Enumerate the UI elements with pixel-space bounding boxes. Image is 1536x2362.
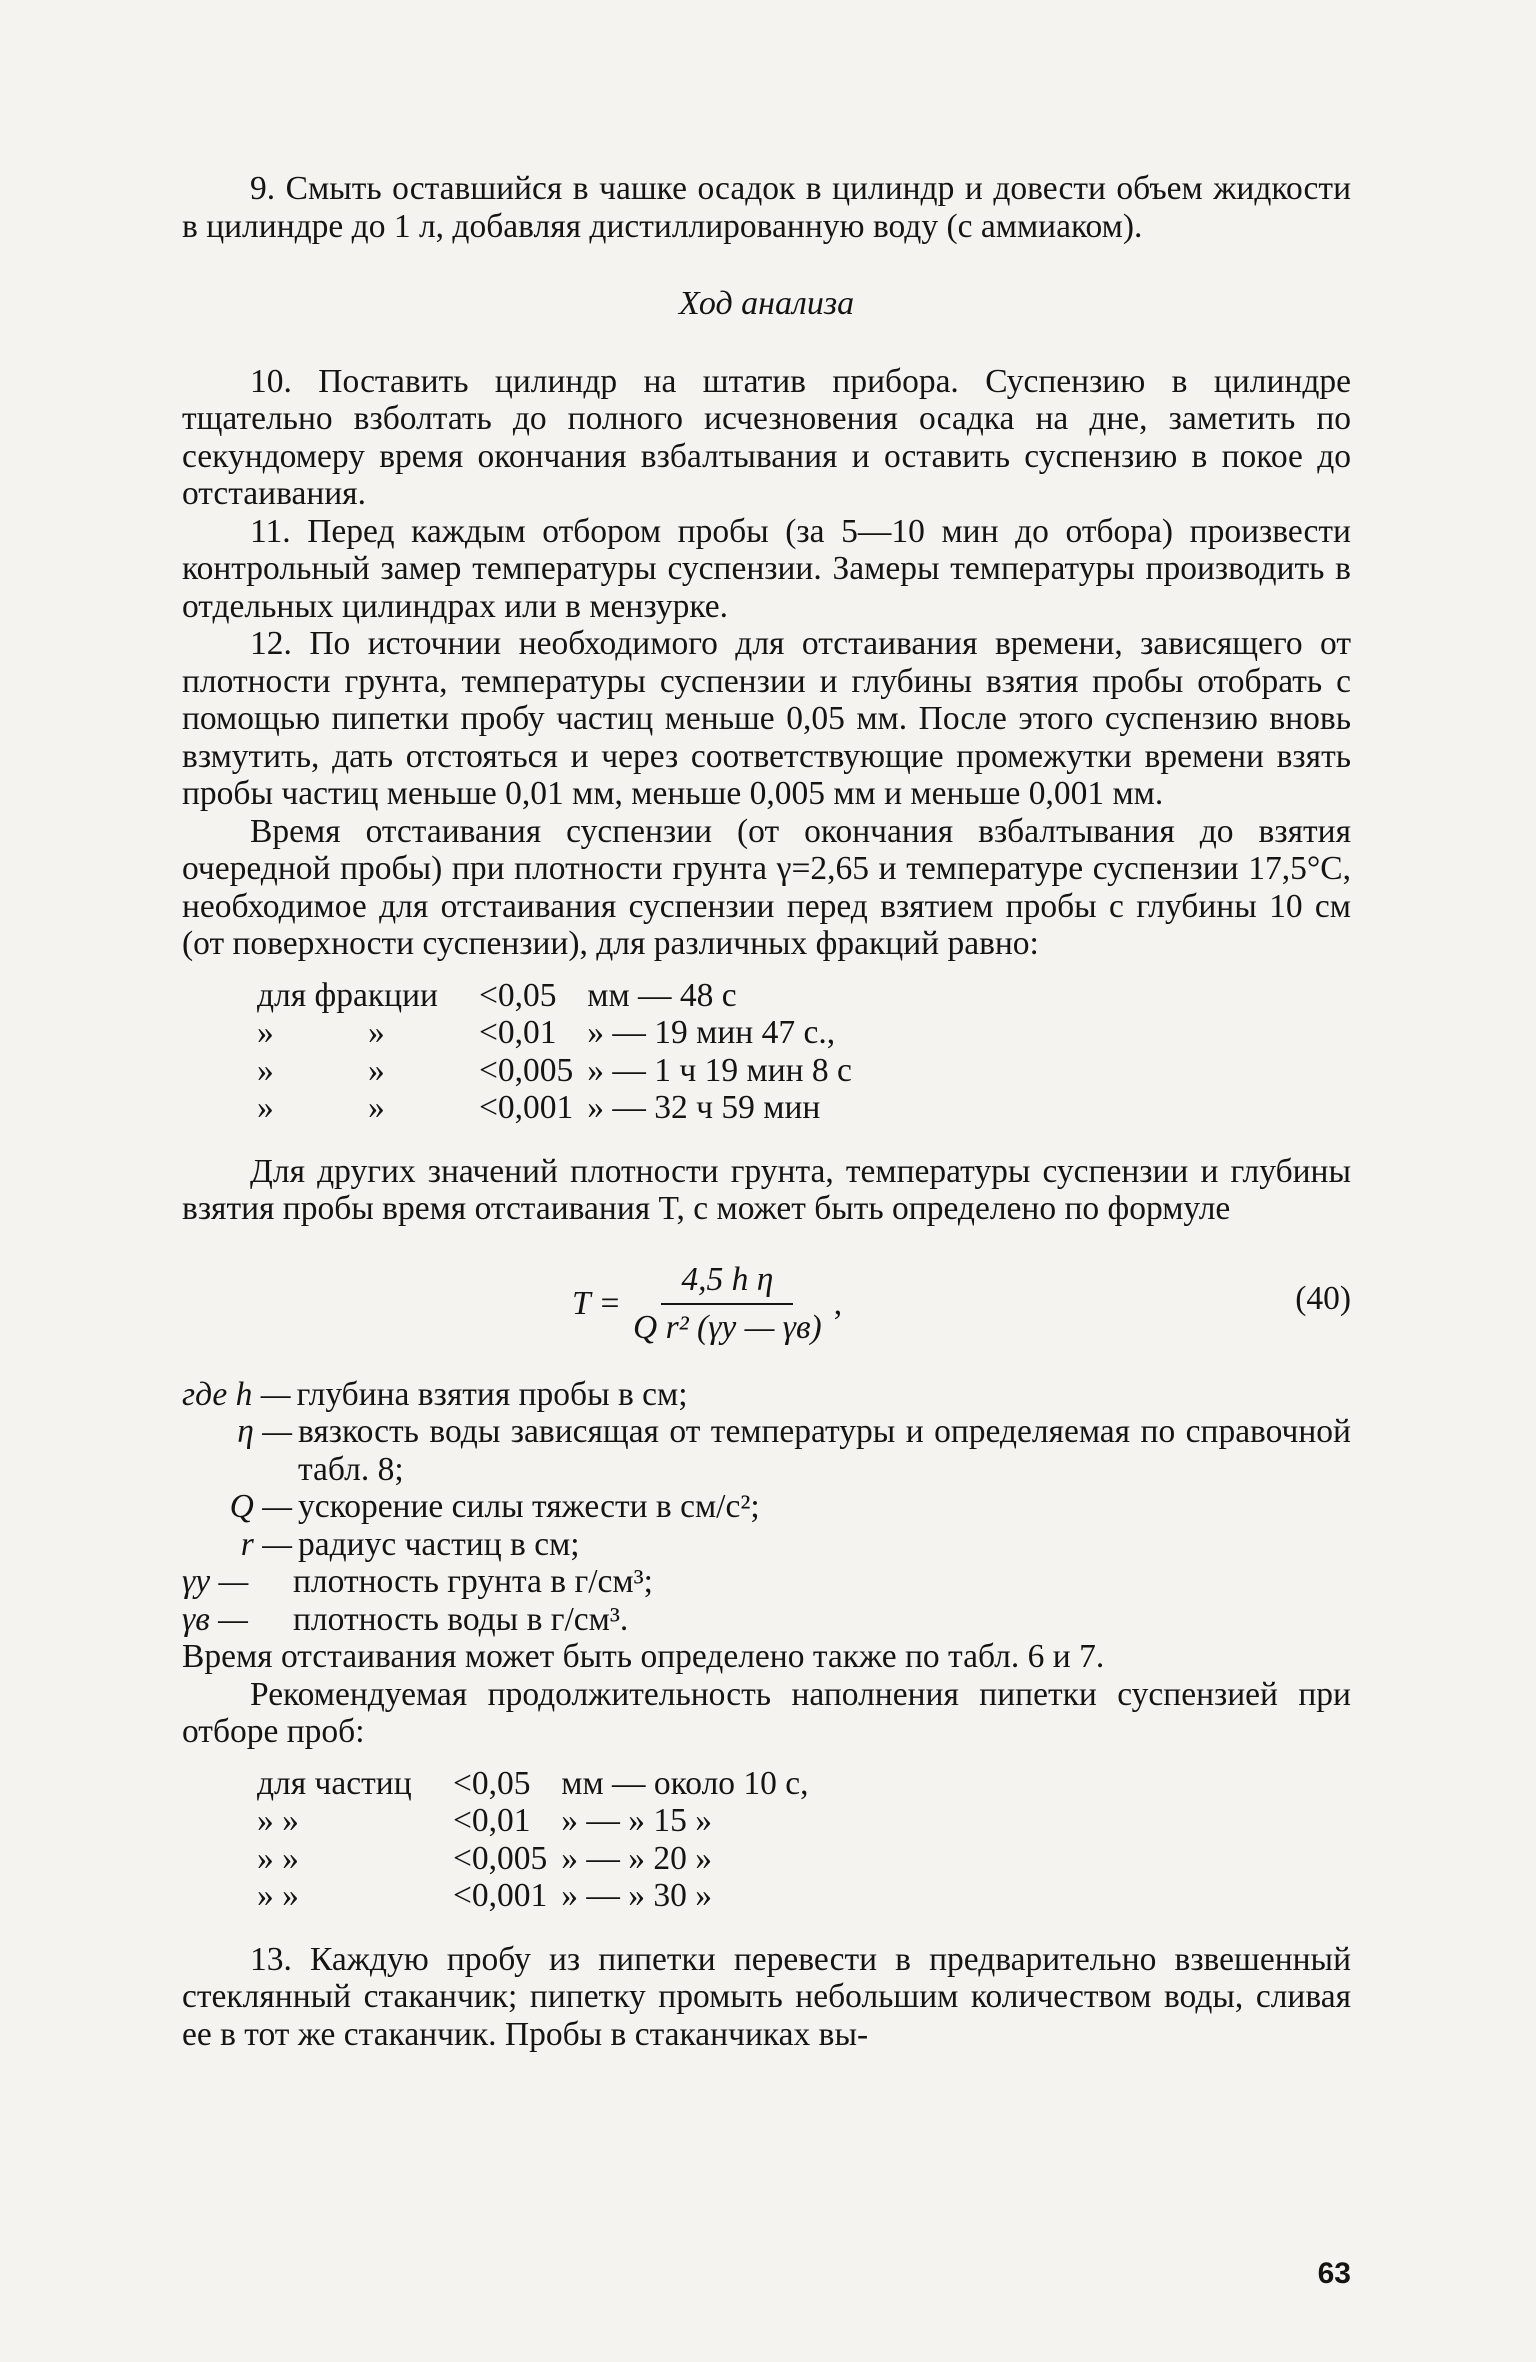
- pipette-fill-list: [257, 1765, 815, 1915]
- list-item: для фракции <0,05 мм — 48 с: [257, 976, 737, 1014]
- paragraph-settling-time: Время отстаивания суспензии (от окончания взбалтывания до взятия очередной пробы) при плотности грунта γ=2,65 и температуре суспензии 17,5°С, необходимое для отстаивания суспензии перед взятием пробы с глубины 10 см (от поверхности суспензии), для различных фракций равно:: [182, 812, 1351, 962]
- formula-40: [182, 1250, 1351, 1358]
- paragraph-11: 11. Перед каждым отбором пробы (за 5—10 мин до отбора) произвести контрольный замер температуры суспензии. Замеры температуры производить в отдельных цилиндрах или в мензурке.: [182, 512, 1351, 625]
- definition-item: η — вязкость воды зависящая от температуры и определяемая по справочной табл. 8;: [237, 1413, 1351, 1488]
- formula: [572, 1250, 842, 1358]
- page-number: 63: [1317, 2257, 1351, 2290]
- formula-numerator: 4,5 h η: [661, 1261, 793, 1305]
- definition-item: γу — плотность грунта в г/см³;: [182, 1563, 653, 1600]
- definition-item: γв — плотность воды в г/см³.: [182, 1600, 629, 1638]
- formula-comma: ,: [833, 1284, 843, 1322]
- paragraph-9: 9. Смыть оставшийся в чашке осадок в цилиндр и довести объем жидкости в цилиндре до 1 л, добавляя дистиллированную воду (с аммиаком).: [182, 170, 1351, 245]
- paragraph-13: 13. Каждую пробу из пипетки перевести в предварительно взвешенный стеклянный стаканчик; пипетку промыть небольшим количеством воды, сливая ее в тот же стаканчик. Пробы в стаканчиках вы-: [182, 1940, 1351, 2053]
- settling-time-list: [257, 977, 858, 1127]
- definition-item: где h — глубина взятия пробы в см;: [182, 1375, 688, 1413]
- paragraph-formula-intro: Для других значений плотности грунта, температуры суспензии и глубины взятия пробы время отстаивания T, с может быть определено по формуле: [182, 1152, 1351, 1227]
- variable-definitions: [182, 1376, 1351, 1639]
- section-heading: Ход анализа: [678, 285, 855, 322]
- definition-item: r — радиус частиц в см;: [240, 1525, 580, 1563]
- list-item: » » <0,01 » — 19 мин 47 с.,: [257, 1014, 836, 1051]
- list-item: » » <0,01 » — » 15 »: [257, 1802, 713, 1839]
- formula-fraction: [633, 1261, 822, 1346]
- paragraph-12: 12. По источнии необходимого для отстаивания времени, зависящего от плотности грунта, температуры суспензии и глубины взятия пробы отобрать с помощью пипетки пробу частиц меньше 0,05 мм. После этого суспензию вновь взмутить, дать отстояться и через соответствующие промежутки времени взять пробы частиц меньше 0,01 мм, меньше 0,005 мм и меньше 0,001 мм.: [182, 625, 1351, 812]
- equation-number: (40): [1295, 1279, 1351, 1317]
- list-item: » » <0,001 » — 32 ч 59 мин: [257, 1089, 821, 1126]
- list-item: » » <0,005 » — 1 ч 19 мин 8 с: [257, 1051, 852, 1089]
- formula-lhs: T =: [572, 1284, 622, 1322]
- paragraph-table-ref: Время отстаивания может быть определено также по табл. 6 и 7.: [182, 1638, 1105, 1675]
- list-item: » » <0,001 » — » 30 »: [257, 1877, 713, 1914]
- definition-item: Q — ускорение силы тяжести в см/с²;: [229, 1488, 760, 1525]
- list-item: » » <0,005 » — » 20 »: [257, 1839, 713, 1877]
- list-item: для частиц <0,05 мм — около 10 с,: [257, 1764, 809, 1802]
- paragraph-10: 10. Поставить цилиндр на штатив прибора. Суспензию в цилиндре тщательно взболтать до полного исчезновения осадка на дне, заметить по секундомеру время окончания взбалтывания и оставить суспензию в покое до отстаивания.: [182, 362, 1351, 512]
- paragraph-pipette: Рекомендуемая продолжительность наполнения пипетки суспензией при отборе проб:: [182, 1675, 1351, 1750]
- formula-denominator: Q r² (γу — γв): [633, 1308, 822, 1346]
